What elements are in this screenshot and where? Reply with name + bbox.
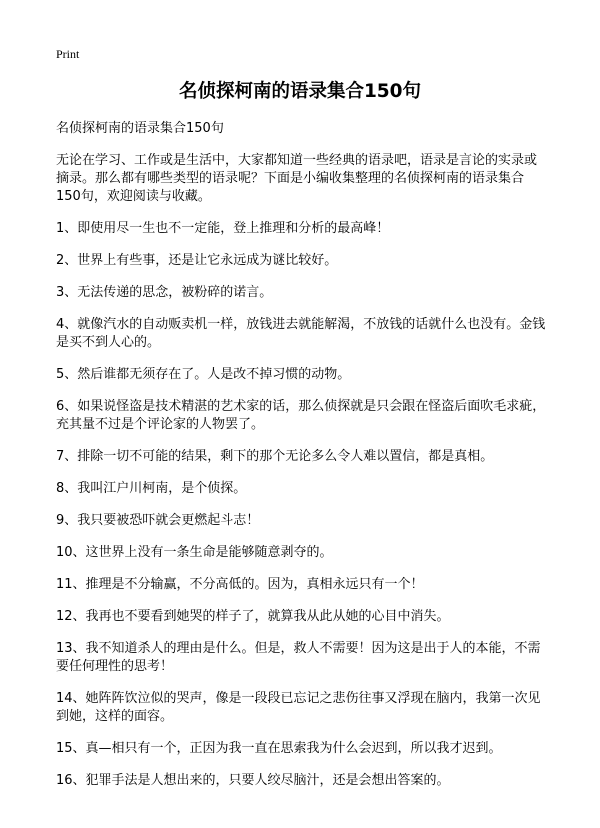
quote-item: 15、真—相只有一个，正因为我一直在思索我为什么会迟到，所以我才迟到。 xyxy=(56,741,502,756)
quote-item: 2、世界上有些事，还是让它永远成为谜比较好。 xyxy=(56,253,338,268)
quote-item: 9、我只要被恐吓就会更燃起斗志！ xyxy=(56,513,260,528)
quote-item: 5、然后谁都无须存在了。人是改不掉习惯的动物。 xyxy=(56,367,351,382)
quote-item: 14、她阵阵饮泣似的哭声，像是一段段已忘记之悲伤往事又浮现在脑内，我第一次见到她，这样的面容。 xyxy=(56,691,541,724)
page-title: 名侦探柯南的语录集合150句 xyxy=(178,81,422,102)
quote-item: 12、我再也不要看到她哭的样子了，就算我从此从她的心目中消失。 xyxy=(56,609,450,624)
quote-item: 8、我叫江户川柯南，是个侦探。 xyxy=(56,481,247,496)
intro-paragraph: 无论在学习、工作或是生活中，大家都知道一些经典的语录吧，语录是言论的实录或摘录。那么都有哪些类型的语录呢？下面是小编收集整理的名侦探柯南的语录集合150句，欢迎阅读与收藏。 xyxy=(56,153,538,204)
quote-item: 10、这世界上没有一条生命是能够随意剥夺的。 xyxy=(56,545,333,560)
quote-item: 13、我不知道杀人的理由是什么。但是，救人不需要！因为这是出于人的本能，不需要任何理性的思考！ xyxy=(56,641,541,674)
quote-item: 1、即使用尽一生也不一定能，登上推理和分析的最高峰！ xyxy=(56,221,390,236)
quote-item: 6、如果说怪盗是技术精湛的艺术家的话，那么侦探就是只会跟在怪盗后面吹毛求疵，充其量不过是个评论家的人物罢了。 xyxy=(56,399,546,432)
print-link[interactable]: Print xyxy=(56,47,80,61)
quote-item: 7、排除一切不可能的结果，剩下的那个无论多么令人难以置信，都是真相。 xyxy=(56,449,494,464)
quote-item: 16、犯罪手法是人想出来的，只要人绞尽脑汁，还是会想出答案的。 xyxy=(56,773,450,788)
article-body xyxy=(56,120,548,804)
quote-list xyxy=(56,220,548,790)
article-subtitle: 名侦探柯南的语录集合150句 xyxy=(56,121,224,136)
quote-item: 3、无法传递的思念，被粉碎的诺言。 xyxy=(56,285,273,300)
quote-item: 4、就像汽水的自动贩卖机一样，放钱进去就能解渴，不放钱的话就什么也没有。金钱是买不到人心的。 xyxy=(56,317,546,350)
quote-item: 11、推理是不分输赢，不分高低的。因为，真相永远只有一个！ xyxy=(56,577,424,592)
